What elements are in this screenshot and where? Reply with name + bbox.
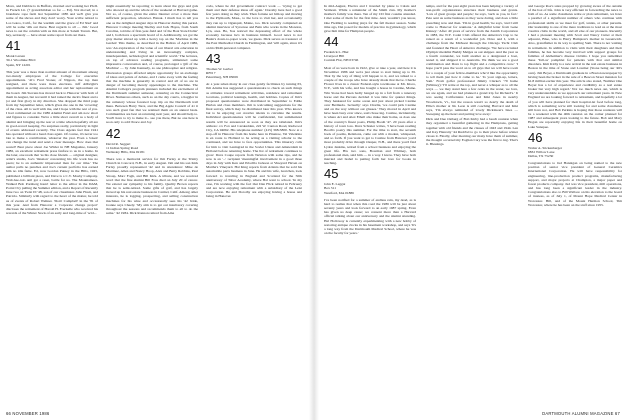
- paragraph: coda, where he did government contract work — 'trying to get them and their defense ideas off again.' Dorothy here had a good few years doing as they wish. Then fortune set him up and moving to the Plymouth, Mass., to the love to visit her, and occasionally they run up to Ogunquit, Maine, too. Dick recently completed an alumni interview of Syracuse and Bain who works in the Moreton, Lyn, area. He, 'has noticed the depressing effect of the whole economy because he's in business himself. Good news is not Basin's down-to-paper work, we guess. Dick serves as treasurer of the East Methodist Church in Farmington, and 'will again, since it's on his $940-personal computer.: [206, 4, 302, 50]
- class-year-heading: 41: [6, 38, 21, 54]
- left-column-3: [206, 4, 302, 404]
- page-folio: 66 NOVEMBER 1986: [6, 411, 50, 416]
- class-secretary-address: John E. Leggat Box 311 Westford, MA 01886: [324, 182, 354, 195]
- page-folio: DARTMOUTH ALUMNI MAGAZINE 67: [542, 411, 620, 416]
- right-column-2: [426, 4, 518, 404]
- class-secretary-address: Monk Larsen 30-1 Woodlake Blvd Spain, NY 12201: [6, 54, 36, 67]
- paragraph: In mid-August, Electra and I traveled by plane to Calais and Vermont. While a remainder of the Smith clan. My mother's mother's family was there. Ten of my CD first cousins attended. I met some of them for the first time. And, wouldn't you know, One Fielding is reading plays for the fall theater season. Some time ago, Dei posed for models of practice in gymnology, which gave him time for Hampton people.: [324, 4, 416, 33]
- paragraph: This year was a more than normal amount of movement among two-hundy employees of the College for executive appointments. '41's Fred Stoner, of Nippon, the top man resigned, and there were more elections. Jeff Allbright's appointment as acting associate editor and her replacement on the board. Jim Stevens has moved back to Hanover with both of them in August, but not until it had rained the deck's finest and a jot and first glory in my direction. She dropped the third page from my September letter, which gives me one in the 'covering' of the class. All is well with me, and I hope with the rest of you. I had commented on the 1986 Alumni Fund and am now short and figures to consider. We're a little short overall as a body of alumni and bringing up the rear at a time when hopefully all are in good-record keeping. No surprises really, particularly in light of events addressed recently. The Class Agents feel that 1941 has operated without a head class agent. Of course, it's never too late to make a contribution, whatever the year. Even a 'token' can change the trend and send a clear message. How does that sound? Bear piece about Joe Wilder in NH Magazine, January 1986, an excellent retirement press fanfare to us in a home. In the later, one reads that 'as his close friends — original designer, artist's studio, Joe's 'mission' concerning his life work has no peers; he is an authentic impersonal man for our time.' The author pulls no punches and Joe's current portfolio has earned him no idle fame. Ed, now Gordon Putney in the Hills, 1925, published a brilliant piece, and Dave is a C.V. Mosby Company. Walt-bee-tolo anil got a reset, battle for us. The Mountaineer-Walked Bob Pornberg hasn't letter to the editor in the DAM, Portal I by pulling the Summer edition, and a Report of Recently June two on Twist Ill '48, son of our classmates John Fissir, and Patricia. Similarly with regard to the heart of the matter, he told us of events of Robert Wehner. 'Don't Campbell' in the '81 of this year. And from Hanover a 'corporate change project' discloses the retirement of Harold H. Freckelle who received his rewards of the Winter Stock of an early and long-time of 'acid...: [6, 69, 98, 216]
- class-year-heading: 46: [528, 129, 543, 145]
- left-column-1: [6, 4, 98, 404]
- paragraph: There was a memorial service for Jim Farley at the Trinity Church in Concord, N.H., in early August. Jim and his son Kirk Farley proudly represented '42 and in attendance: Mike de Martinez, Allen and Nancy Hoop, Alex and Betty Robbins, Paul Stroup, Marc Fogh, and Bill Kirk. A tribute, and we received word that the fine alumni Bill Foss died on July 20 of cancer. We extend our sympathy to his family. Quality Brown reports that he is semi-retired. Some gifts of golf, and has largely moved up his real estate business in Carmel, Calif. Among other interests, he is logging, prospecting, and selling construction machines for his wine and occasionally sees his '42 bride, Joanne says Cheely. 'My aim is to get out insultatory covering throughout the seasons and recommends them to all to do the same.' '42 1984. Dick Ronnon retired from Ama: [106, 157, 198, 216]
- paragraph: Most of us were born in 1922, give or take a year, and here it is November 1986 and we're just about to start lining up to 65. That by the way of thing will happen to it, and we talked to a couple of the troops who have already made that move. Charlie Flower lives in a classic Federal-style townhouse at Mt. Kisco, N.Y., with his wife, and has bought a house in Castine, Maine. Win Stone had been badly banged up in a fall from a runaway horse and the Parrons decided it was time for quieter things. They hankered for some ocean and just about picked Castine over Bermuda. 'Actually,' says Charlie, 'we could pick Castine and on the way without our glasses.' They moved in April and have been busy ever since, said chose ing. Castine, incidentally, is where Art and Alex Ethell also make their home, as does one of the country's finest poets, Philip Booth '47. 20 years after a history of town loss. Dave Schreier writes, 'I have been reading Booth's poetry this summer. For the time to start, the seventh book of poems, Relations, came out with a modest, whispered, and so forth. If you want to get to Castine from Hanover you'd most probably drive through Osuper, N.H., and there you'd find Lydon Jenkins, retired from a school business and enjoying the great life. His two sons, Bowman and Whitney, both professional men, said him — in a way. I know. They have both married and Isabel is putting forth her love for books in teaching.: [324, 65, 416, 166]
- class-year-heading: 43: [206, 50, 221, 66]
- right-page: [314, 0, 628, 420]
- class-secretary-address: David R. Seggert 11 Indian Spring Road Wellesley Hills, MA 02181: [106, 141, 145, 154]
- paragraph: Dick and Dee Ostberg of Bob Kirby had a beach reunion when they organized a beautiful gathering in the Hamptons, getting together with old friends and the classes of 1943 and 1944. Len and Kay Hanratty '44 Rudd'sd to go to their place before winter closes it. Finally, after morning our many have them of summer, the thought occurred my Eoghan Cary was the first to ing. That's it. Blessings.: [426, 117, 518, 147]
- paragraph: might essentially be reporting to learn about the guys and gals who showed up and the whole of the weekend at Harvard game. Not so, of course, given the entire Internet cover a more than sufficient proportion, whatever. Hanok. I much has to tell you one as the delighted August days in Hanover during this period. Hanover College meeting Shelley and Jack Hayes, from South Carolina, told me of first-year-field and 'of the Boat State Dollar' and I, both have a spectrum board of it. Additionally, we got the gray matter stirred up with a heavy tap on the 'Machine in the Garden' This theme, as described in the Ballots of April 1986, was 'An exploration of the value of our liberal arts education in understanding and living in an increasingly complex, interdependent, technological and scientific world.' The lectures, on top of advance reading programs, stimulated some impressive conversation and, of course, prolonged a 'gift of the Machine' — by John Kennedy, as one philosopher and religion. Discussion groups afforded ample opportunity for an exchange of ideas and points of debate, and I came away with the feeling that the machine is generally in control and all of us are in danger of becoming merely appendages to the machine. The Alumni College's program planners included the excitement of the Dartmouth summer semester, centering on the Connecticut River. Numerous others, such as on the day courts, a haggler in the cemetery whose forested loop trip on the Dartmouth trail there. Between Harry Tarot, and the Big Apple Council of 41 it was such great fun that we retained them on an annual basis. Communities are best on returning next year, and should help to. You'll have to try to make it... see you there, But no one here is soon only to add: Peace and Joy.: [106, 4, 198, 125]
- class-year-heading: 45: [324, 166, 339, 182]
- paragraph: At a year-when many in our class gently facilitates by turning 65, Jim Adams has suggested a questionnaire to check on such things as attitudes toward retirement activities, residence and retirement locations, political leanings, health, and hobbies. Copies of Jim's proposed questionnaire were distributed in September to Eddie Harlan and class members. Jim is welcoming suggestions for the final survey, which may be distributed later this year. Who knows but to be enjoying our creative talents to calculate the results. Individual questionnaires will be confidential, but summarized results will be announced as soon as they are tabulated. Jim's address: c/o Fox and Carskadden, 222 W. Canton Road, Redwood City, CA 94062. His telephone number: (415) 368-5800. Now at a stop-off in Hanover from his home here in Pinetree, Val Valentino is en route to Holland to be acting as a visiting scholar to the continued, and we have to face opportunities. This itinerary calls for him to visit Leningrad in the Soviet Union and Amsterdam in Holland before returning home. The list of retirement continues to grow: Dave Coupe reports from Tarleton with some tips, and he now is an '...' recipient 'meaningful involvement in a good three days in July with Ken and Priscilla Jackson at Vineyard Haven on Martha's Vineyard. Hal King reports from Atlanta that he sold his automobile parts business in June. He and his wife, Gretchen, look forward to traveling in England and Scotland for the 50th anniversary of Tabor Academy, where Hal went to school. 'In my case, I'm working with the fact that Dan Flick retired in February and are now enjoying retirement with a subsidiary of the Leist Corporation. He and Dorothy are enjoying having a house and being in Hanover.: [206, 82, 302, 199]
- paragraph: I've been notified for a summer of endless rain, my dead, as is hard to realize that when this road the 1986 will be just about seventy years and look forward to an early 1987 spring. Even has given us deep cause; we consent more than a Harvard official talking about our anniversary and the alumni attending. Hal Holloway is currently experimenting with a new hobby of restoring antique clocks in his basement workshop, and says 'It's a long way from the Dartmouth Medical School, where he was on the faculty for years.': [324, 197, 416, 236]
- paragraph: and George Roe's sales propped by growing aware of the outside of the box of life. John is very efficient in forwarding the news to both of us. As some classmates retire or plan retirement, we have a parallel of a significant number of others who continue with professional skills as we meet for golf, tennis, or other pursuits. Our leadership is one of the mere traditions to lead us at the most creative clubs in the world, and all else of our pioneers. Recently I had a pleasant meeting with Scott and Nancy Cutter at their adjacent, Blue, who is Harry Hampton's mother in Greenwich. Also, grandfather in its way is spelling Sam. There is not waiting in retirement. In addition to visits with their daughters and their families, he has become very involved with support groups for families of Alzheimer's disease victims. I hope you remember these 'Tell-ss' pamphlet for patients with that and similar disorders. Kim Kirby is a new arrival in the real estate business in Boston in the time of Stone and Lowmer (Stone being our '46's own). Jim Boyer, a Dartmouth graduate in a Boston newspaper by having been the broker in the sale of a Beacon Street mansion for $1.8 million earlier this year. The article also stated, 'Number One Boyer has a lot of experience and credibility as a real estate broker but very high regard.' Not too much news out, which is very understandable as we approach our retirement years. In New England we are looking forward to retirement, and hopefully a lot of you will have planned for their hospital-let food before long, which is something we're still looking for and some classmates still have not, and Bob Perkins is hoping that those reunions will be a weekend with the 40th reunion on the comer planned for 1987 and subsequent years looking to the future. Bob and Mary Hogan are reportedly enjoying life in their beautiful home on Lake Sunapee.: [528, 4, 622, 129]
- paragraph: Congratulations to Jud Hannigan on being named to the new position of senior vice president of General Ceramics International Corporation. He will have responsibility for engineering, line-production product programs, manufacturing support, and major projects at Champion, a major paper and forest products company. Jud was vice president, mill operations, and has long been a significant leader in the industry. Congratulations also to Bill Wallace on his elevation to the board of trustees, as of July 1, of Mount Hope Medical Center in Worcester. Bill, and of the Mount Hermon School, Tim Worcester, where he has been on the staff since 1955.: [528, 161, 622, 207]
- class-secretary-address: Thomas W. Gerber RFD 7 Petersburg, NH 03069: [206, 66, 238, 80]
- class-secretary-address: Frederick L. Hier Liverpool Hill Cornish Flat, NH 03746: [324, 50, 359, 63]
- paragraph: Mave, and Debbie is in Buffalo, married and working her Ph.D. in French Lit. (7 grandchildren so far — Ed). Not moved; in a brandnew rope farm last September 1985 and we'll give you some of the shows and they don't worry. Your scribe retired to Los Gatos, Calif., for the warmth and the grace of Ed 'Red' and will be some '40s out there. Best regards to all — Jim.' Good news is out the column with us this more at Salem Tavern. But, hey, seriously — have about some report from out there.: [6, 4, 98, 38]
- class-year-heading: 44: [324, 34, 339, 50]
- class-secretary-address: Walter A. Stickenberger 6832 Willow Lane Dallas, TX 75230: [528, 145, 563, 158]
- right-column-1: [324, 4, 416, 404]
- paragraph: temps, and for the past eight years has been helping a variety of non-profit organizations structure their business and grants. 'Lots of great groups and people,' he says, 'such as you, in fact.' Pete sent us some business as they were dating, and does a little preaching now and then. 'I'm in good health,' he says, 'and I still come to Hanover for reunions.' A delightful letter from Gene Kinney: 'After 40 years of service from the Zenith Corporation in 1983, the N.Y. Cadet Club offered the America's Cup to be raised as a result of a wonderful job. Dave and I, with a challenge from the Midwest through the Chicago Yacht Club and founded the Heart of America challenge. 'We have recruited Olympic medalist Buddy Melges as our skipper. And the year as a fourth contender, we built another as a designated a boat, tested it, and shipped it to Australia. We think we are a good combination and Dave is top flight and a competitive crew.' 'I hope you'll pass the word on to all guys that we will have room for a couple of your fellow-members who'd like the opportunity to tell them just how it came to be.' To your sign-up, letters, Sam.' From golfer professional Jimmy Clarke's '79 home (Whitney): 'I'll retire at the top, and never a whisper as to all the ways — we may stand here a few cents in the water, we love, we are again, and we had planned a grand trip for Richard's.' It was seeing Californians Leon and Kiki Jones in nearby Woodstock, Vt., but the reason wasn't so dearly the death of Ellie's mother at 94. Leon is still coaching Harvard and Kiki says, 'I'm always reminded of lovely Dickinson's lines — Sweeping up the heart and putting love away.': [426, 4, 518, 117]
- class-year-heading: 42: [106, 125, 121, 141]
- right-column-3: [528, 4, 622, 404]
- left-column-2: [106, 4, 198, 404]
